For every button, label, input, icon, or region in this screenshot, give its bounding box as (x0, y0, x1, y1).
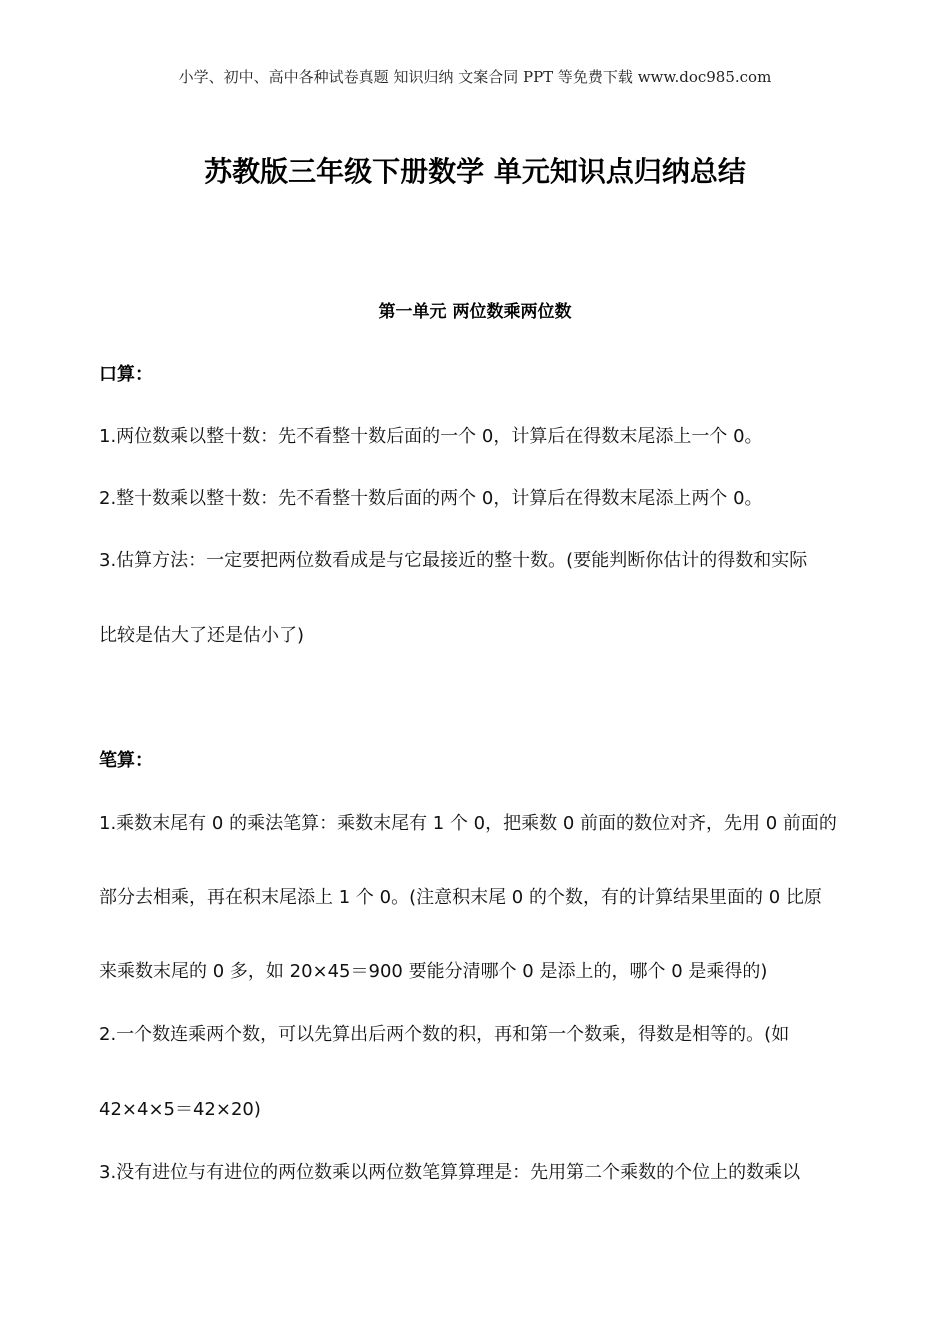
written-line-6: 3.没有进位与有进位的两位数乘以两位数笔算算理是：先用第二个乘数的个位上的数乘以 (99, 1162, 801, 1183)
oral-line-1: 1.两位数乘以整十数：先不看整十数后面的一个 0，计算后在得数末尾添上一个 0。 (99, 426, 763, 447)
document-title: 苏教版三年级下册数学 单元知识点归纳总结 (204, 155, 746, 188)
written-line-3: 来乘数末尾的 0 多，如 20×45＝900 要能分清哪个 0 是添上的，哪个 0 是乘得的) (99, 961, 768, 982)
oral-line-2: 2.整十数乘以整十数：先不看整十数后面的两个 0，计算后在得数末尾添上两个 0。 (99, 488, 763, 509)
written-line-2: 部分去相乘，再在积末尾添上 1 个 0。(注意积末尾 0 的个数，有的计算结果里面的 0 比原 (99, 887, 822, 908)
written-line-5: 42×4×5＝42×20) (99, 1099, 261, 1120)
written-line-4: 2.一个数连乘两个数，可以先算出后两个数的积，再和第一个数乘，得数是相等的。(如 (99, 1024, 790, 1045)
oral-line-4: 比较是估大了还是估小了) (99, 625, 305, 646)
written-line-1: 1.乘数末尾有 0 的乘法笔算：乘数末尾有 1 个 0，把乘数 0 前面的数位对齐，先用 0 前面的 (99, 813, 837, 834)
oral-calculation-heading: 口算： (99, 364, 153, 385)
section-title: 第一单元 两位数乘两位数 (378, 302, 572, 322)
written-calculation-heading: 笔算： (99, 750, 153, 771)
page-header-banner: 小学、初中、高中各种试卷真题 知识归纳 文案合同 PPT 等免费下载 www.doc985.com (178, 68, 772, 86)
oral-line-3: 3.估算方法：一定要把两位数看成是与它最接近的整十数。(要能判断你估计的得数和实际 (99, 550, 808, 571)
